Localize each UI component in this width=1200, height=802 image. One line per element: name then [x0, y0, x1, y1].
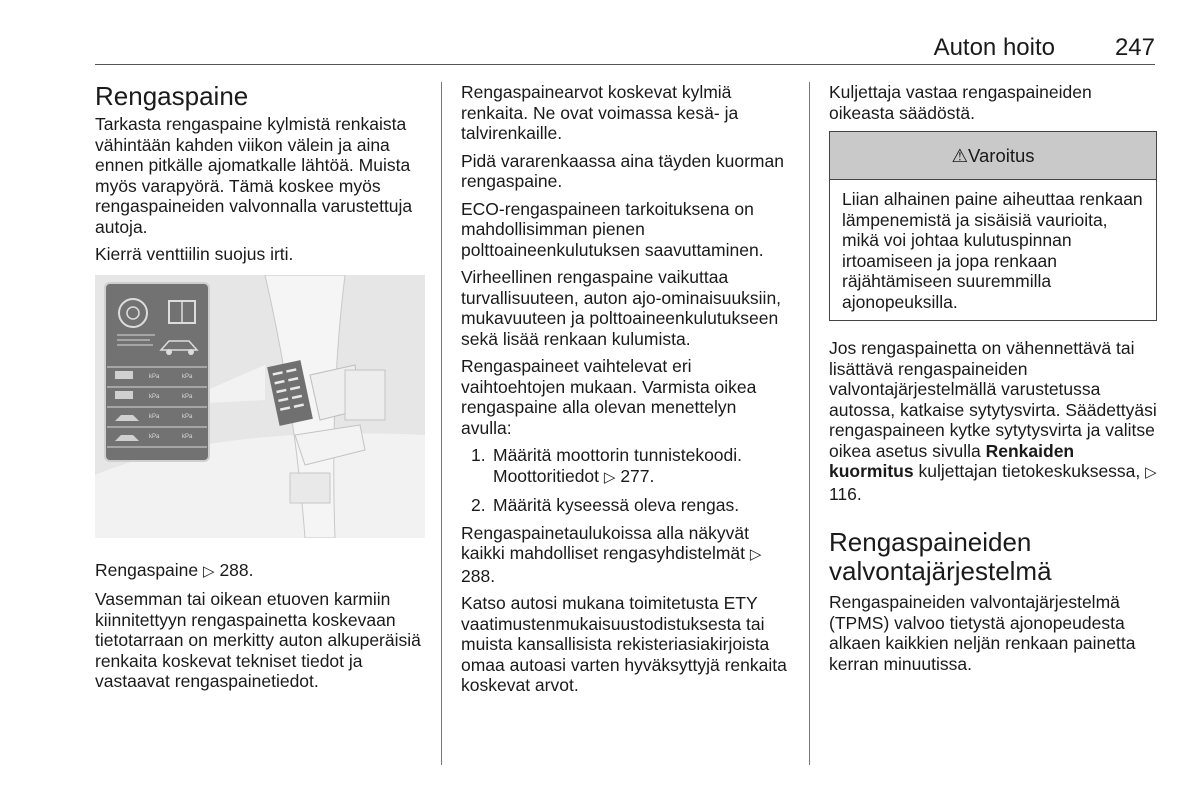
paragraph: Katso autosi mukana toimitetusta ETY vaatimustenmukaisuustodistuksesta tai muista kansallisista rekisteriasiakirjoista omaa autoasi varten hyväksyttyjä renkaita koskevat arvot. [461, 593, 787, 695]
warning-box [829, 131, 1157, 321]
heading-rengaspaine: Rengaspaine [95, 81, 249, 111]
paragraph: Rengaspaineiden valvontajärjestelmä (TPMS) valvoo tietystä ajonopeudesta alkaen kaikkien neljän renkaan painetta kerran minuutissa. [829, 592, 1136, 674]
paragraph: Rengaspainetaulukoissa alla näkyvät kaikki mahdolliset rengasyhdistelmät ▷ 288. [461, 522, 762, 586]
paragraph: Rengaspaineet vaihtelevat eri vaihtoehtojen mukaan. Varmista oikea rengaspaine alla olevan menettelyn avulla: [461, 356, 757, 438]
svg-text:kPa: kPa [149, 393, 160, 400]
page-ref-link[interactable]: 116. [829, 483, 862, 504]
tyre-pressure-label-figure [95, 275, 425, 538]
paragraph: Rengaspaine ▷ 288. [95, 559, 254, 580]
column-1 [95, 82, 425, 699]
warning-text: Liian alhainen paine aiheuttaa renkaan lämpenemistä ja sisäisiä vaurioita, mikä voi johtaa kulutuspinnan irtoamiseen ja jopa renkaan räjähtämiseen suuremmilla ajonopeuksilla. [842, 189, 1143, 312]
page-ref-link[interactable]: 288. [219, 559, 254, 580]
page-header [95, 30, 1155, 65]
paragraph: Jos rengaspainetta on vähennettävä tai lisättävä rengaspaineiden valvontajärjestelmällä varustetussa autossa, katkaise sytytysvirta. Säädettyäsi rengaspaineen kytke sytytysvirta ja valitse oikea asetus sivulla Renkaiden kuormitus kuljettajan tietokeskuksessa, ▷ 116. [829, 338, 1157, 504]
svg-text:kPa: kPa [149, 433, 160, 440]
paragraph: Vasemman tai oikean etuoven karmiin kiinnitettyyn rengaspainetta koskevaan tietotarraan on merkitty auton alkuperäisiä renkaita koskevat tekniset tiedot ja vastaavat rengaspainetiedot. [95, 589, 421, 691]
svg-text:kPa: kPa [149, 413, 160, 420]
warning-header [830, 132, 1156, 180]
paragraph: Pidä vararenkaassa aina täyden kuorman rengaspaine. [461, 150, 784, 191]
warning-title: Varoitus [968, 145, 1035, 166]
paragraph: Virheellinen rengaspaine vaikuttaa turvallisuuteen, auton ajo-ominaisuuksiin, mukavuuteen ja polttoaineenkulutukseen sekä lisää renkaan kulumista. [461, 267, 782, 349]
page-ref-link[interactable]: 288. [461, 565, 496, 586]
paragraph: ECO-rengaspaineen tarkoituksena on mahdollisimman pienen polttoaineenkulutuksen saavuttaminen. [461, 198, 764, 260]
svg-text:kPa: kPa [182, 393, 193, 400]
procedure-list [461, 445, 791, 516]
svg-text:kPa: kPa [182, 373, 193, 380]
svg-text:kPa: kPa [149, 373, 160, 380]
reference-arrow-icon: ▷ [749, 546, 762, 563]
warning-triangle-icon: ⚠ [951, 145, 969, 166]
column-divider [809, 82, 810, 765]
reference-arrow-icon: ▷ [1145, 464, 1157, 481]
column-2 [461, 82, 791, 703]
section-title: Auton hoito [933, 34, 1055, 61]
reference-arrow-icon: ▷ [603, 468, 616, 486]
page-ref-link[interactable]: 277. [620, 465, 655, 486]
list-item: 1. Määritä moottorin tunnistekoodi. Moottoritiedot ▷ 277. [471, 445, 743, 486]
column-3 [829, 82, 1157, 681]
heading-tpms: Rengaspaineiden valvontajärjestelmä [829, 527, 1052, 586]
door-frame-illustration [95, 275, 425, 538]
reference-arrow-icon: ▷ [203, 562, 215, 580]
paragraph: Rengaspainearvot koskevat kylmiä renkaita. Ne ovat voimassa kesä- ja talvirenkaille. [461, 82, 739, 143]
paragraph: Kuljettaja vastaa rengaspaineiden oikeasta säädöstä. [829, 82, 1092, 123]
paragraph: Tarkasta rengaspaine kylmistä renkaista vähintään kahden viikon välein ja aina ennen pitkälle ajomatkalle lähtöä. Muista myös varapyörä. Tämä koskee myös rengaspaineiden valvonnalla varustettuja autoja. [95, 114, 413, 237]
svg-text:kPa: kPa [182, 433, 193, 440]
menu-name: Renkaiden kuormitus [829, 440, 1075, 481]
list-item: 2. Määritä kyseessä oleva rengas. [471, 495, 740, 515]
column-divider [441, 82, 442, 765]
paragraph: Kierrä venttiilin suojus irti. [95, 244, 294, 264]
page-number: 247 [1114, 34, 1155, 61]
svg-text:kPa: kPa [182, 413, 193, 420]
